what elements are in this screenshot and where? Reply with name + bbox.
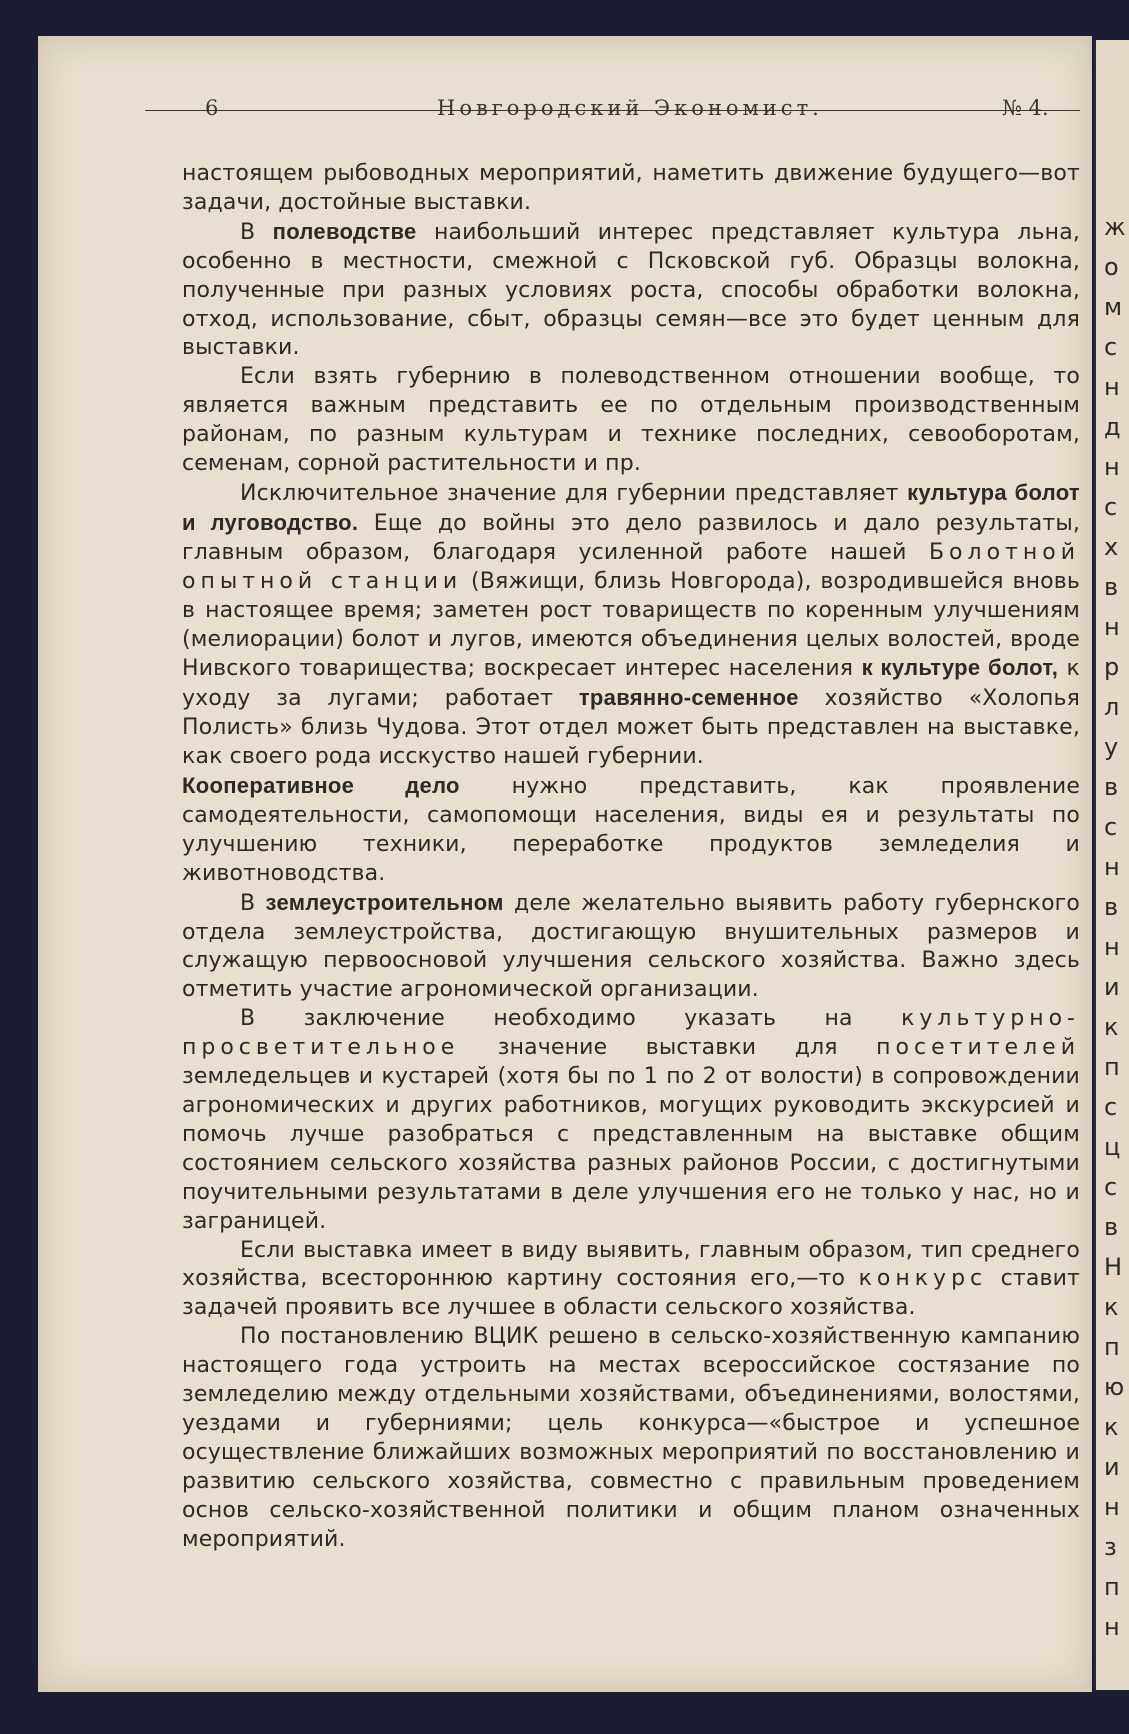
margin-fragment: и <box>1104 1453 1120 1481</box>
text-run: деле желательно выявить работу губернского отдела землеустройства, достигающую внушительных размеров и служащую первоосновой улучшения сельского хозяйства. Важно здесь отметить участие агрономической организации. <box>182 890 1081 1003</box>
bold-term: землеустроительном <box>265 889 504 915</box>
text-run: В <box>240 890 266 916</box>
text-run: (Вяжищи, близь Новгорода), возродившейся вновь в настоящее время; заметен рост товариществ по коренным улучшениям (мелиорации) болот и лугов, имеются объединения целых волостей, вроде Нивского товарищества; воскресает интерес населения <box>182 568 1081 682</box>
margin-fragment: о <box>1104 253 1119 281</box>
margin-fragment: в <box>1104 573 1119 601</box>
margin-fragment: н <box>1104 373 1120 401</box>
margin-fragment: п <box>1104 1573 1120 1601</box>
margin-fragment: в <box>1104 773 1119 801</box>
text-run: нужно представить, как проявление самодеятельности, самопомощи населения, виды ея и результаты по улучшению техники, переработке продуктов земледелия и животноводства. <box>182 774 1081 886</box>
paragraph <box>182 1005 1080 1236</box>
margin-fragment: у <box>1104 733 1119 761</box>
margin-fragment: д <box>1104 413 1121 441</box>
text-run: Исключительное значение для губернии представляет <box>240 480 908 506</box>
bold-term: культура болот и луговодство. <box>182 479 1080 535</box>
text-run: В заключение необходимо указать на <box>240 1006 902 1032</box>
text-run: к уходу за лугами; работает <box>182 656 1080 712</box>
margin-fragment: Н <box>1104 1253 1123 1281</box>
margin-fragment: с <box>1104 1173 1118 1201</box>
text-run: земледельцев и кустарей (хотя бы по 1 по 2 от волости) в сопровождении агрономических и других работников, могущих руководить экскурсией и помочь лучше разобраться с представленным на выставке общим состоянием сельского хозяйства разных районов России, с достигнутыми поучительными результатами в деле улучшения его не только у нас, но и заграницей. <box>182 1064 1080 1234</box>
margin-fragment: п <box>1104 1053 1120 1081</box>
issue-number: № 4. <box>1002 96 1049 120</box>
margin-fragment: х <box>1104 533 1119 561</box>
paragraph <box>182 1323 1080 1554</box>
margin-fragment: с <box>1104 333 1118 361</box>
paragraph <box>182 218 1080 364</box>
text-run: В <box>240 219 273 245</box>
margin-fragment: ц <box>1104 1133 1121 1161</box>
journal-title: Новгородский Экономист. <box>437 96 823 120</box>
margin-fragment: н <box>1104 853 1120 881</box>
text-run: Еще до войны это дело развилось и дало результаты, главным образом, благодаря усиленной работе нашей <box>182 510 1080 565</box>
text-run: настоящем рыбоводных мероприятий, наметить движение будущего—вот задачи, достойные выставки. <box>182 161 1080 215</box>
margin-fragment: м <box>1104 293 1123 321</box>
paragraph <box>182 160 1080 218</box>
margin-fragment: с <box>1104 493 1118 521</box>
paragraph <box>182 479 1080 772</box>
margin-fragment: с <box>1104 1093 1118 1121</box>
margin-fragment: н <box>1104 453 1120 481</box>
article-body <box>182 160 1080 1555</box>
text-run: наибольший интерес представляет культура льна, особенно в местности, смежной с Псковской губ. Образцы волокна, полученные при разных условиях роста, способы обработки волокна, отход, использование, сбыт, образцы семян—все это будет ценным для выставки. <box>182 219 1080 361</box>
margin-fragment: н <box>1104 1493 1120 1521</box>
paragraph <box>182 1237 1080 1324</box>
margin-fragment: л <box>1104 693 1120 721</box>
bold-term: полеводстве <box>272 218 417 244</box>
spaced-emphasis: Болотной опытной станции <box>182 539 1080 594</box>
text-run: ставит задачей проявить все лучшее в области сельского хозяйства. <box>182 1266 1080 1321</box>
margin-fragment: ю <box>1104 1373 1125 1401</box>
adjacent-page-edge <box>1094 40 1129 1690</box>
bold-term: Кооперативное дело <box>182 773 460 799</box>
margin-fragment: к <box>1104 1013 1119 1041</box>
margin-fragment: р <box>1104 653 1120 681</box>
margin-fragment: в <box>1104 1213 1119 1241</box>
page-number: 6 <box>205 96 219 120</box>
spaced-emphasis: культурно-просветительное <box>182 1006 1080 1061</box>
margin-fragment: п <box>1104 1333 1120 1361</box>
margin-fragment: с <box>1104 813 1118 841</box>
spaced-emphasis: конкурс <box>858 1266 988 1292</box>
text-run: По постановлению ВЦИК решено в сельско-хозяйственную кампанию настоящего года устроить на местах всероссийское состязание по земледелию между отдельными хозяйствами, объединениями, волостями, уездами и губерниями; цель конкурса—«быстрое и успешное осуществление ближайших возможных мероприятий по восстановлению и развитию сельского хозяйства, совместно с правильным проведением основ сельско-хозяйственной политики и общим планом означенных мероприятий. <box>182 1324 1080 1552</box>
margin-fragment: н <box>1104 1613 1120 1641</box>
text-run: Если выставка имеет в виду выявить, главным образом, тип среднего хозяйства, всестороннюю картину состояния его,—то <box>182 1237 1080 1292</box>
margin-fragment: к <box>1104 1293 1119 1321</box>
bold-term: к культуре болот, <box>861 655 1059 681</box>
running-header <box>145 66 1080 120</box>
paragraph <box>182 772 1080 889</box>
margin-fragment: з <box>1104 1533 1117 1561</box>
paragraph <box>182 363 1080 479</box>
margin-fragment: и <box>1104 973 1120 1001</box>
text-run: Если взять губернию в полеводственном отношении вообще, то является важным представить ее по отдельным производственным районам, по разным культурам и технике последних, севооборотам, семенам, сорной растительности и пр. <box>182 364 1080 477</box>
margin-fragment: ж <box>1104 213 1126 241</box>
margin-fragment: к <box>1104 1413 1119 1441</box>
spaced-emphasis: посетителей <box>876 1035 1080 1061</box>
text-run: значение выставки для <box>459 1035 877 1061</box>
margin-fragment: н <box>1104 933 1120 961</box>
margin-fragment: в <box>1104 893 1119 921</box>
bold-term: травянно-семенное <box>578 685 799 711</box>
paragraph <box>182 889 1080 1006</box>
text-run: хозяйство «Холопья Полисть» близь Чудова. Этот отдел может быть представлен на выставке, как своего рода исскуство нашей губернии. <box>182 686 1080 770</box>
margin-fragment: н <box>1104 613 1120 641</box>
